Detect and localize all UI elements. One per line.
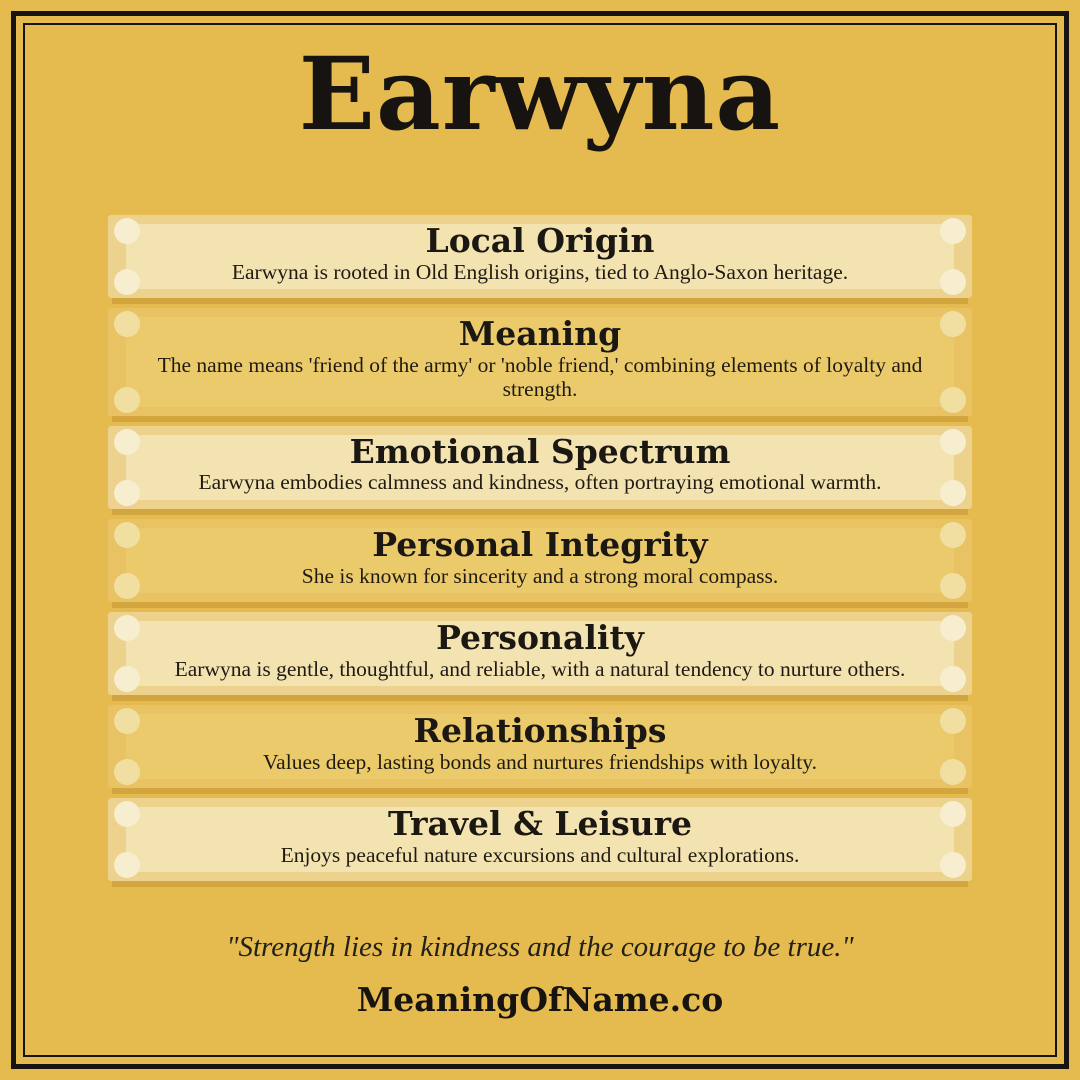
corner-pin-icon	[940, 522, 966, 548]
corner-pin-icon	[940, 666, 966, 692]
corner-pin-icon	[940, 759, 966, 785]
corner-pin-icon	[940, 429, 966, 455]
card-body: Enjoys peaceful nature excursions and cultural explorations.	[280, 842, 800, 867]
corner-pin-icon	[114, 311, 140, 337]
corner-pin-icon	[114, 615, 140, 641]
corner-pin-icon	[114, 573, 140, 599]
card-body: Earwyna is gentle, thoughtful, and reliable, with a natural tendency to nurture others.	[174, 656, 906, 681]
corner-pin-icon	[940, 269, 966, 295]
card-body: The name means 'friend of the army' or 'noble friend,' combining elements of loyalty and strength.	[157, 352, 923, 402]
corner-pin-icon	[940, 852, 966, 878]
corner-pin-icon	[940, 573, 966, 599]
card-meaning	[108, 308, 972, 416]
corner-pin-icon	[940, 801, 966, 827]
corner-pin-icon	[940, 615, 966, 641]
card-heading: Travel & Leisure	[387, 804, 693, 844]
footer	[0, 931, 1080, 1019]
card-local-origin	[108, 215, 972, 298]
corner-pin-icon	[114, 218, 140, 244]
corner-pin-icon	[114, 666, 140, 692]
card-heading: Meaning	[458, 314, 622, 354]
card-body: Earwyna embodies calmness and kindness, often portraying emotional warmth.	[198, 470, 882, 495]
quote-text: "Strength lies in kindness and the courage to be true."	[226, 931, 854, 964]
corner-pin-icon	[940, 311, 966, 337]
card-personality	[108, 612, 972, 695]
card-body: She is known for sincerity and a strong moral compass.	[301, 563, 779, 588]
corner-pin-icon	[114, 852, 140, 878]
card-personal-integrity	[108, 519, 972, 602]
card-body: Earwyna is rooted in Old English origins, tied to Anglo-Saxon heritage.	[231, 259, 849, 284]
card-travel-leisure	[108, 798, 972, 881]
corner-pin-icon	[114, 480, 140, 506]
card-heading: Relationships	[413, 711, 667, 751]
corner-pin-icon	[114, 522, 140, 548]
corner-pin-icon	[940, 480, 966, 506]
corner-pin-icon	[114, 759, 140, 785]
card-heading: Emotional Spectrum	[349, 431, 731, 471]
card-body: Values deep, lasting bonds and nurtures friendships with loyalty.	[263, 749, 817, 774]
card-list	[108, 215, 972, 881]
corner-pin-icon	[940, 708, 966, 734]
card-heading: Personality	[436, 618, 644, 658]
corner-pin-icon	[114, 708, 140, 734]
corner-pin-icon	[114, 387, 140, 413]
corner-pin-icon	[114, 269, 140, 295]
card-heading: Personal Integrity	[372, 524, 708, 564]
corner-pin-icon	[114, 429, 140, 455]
site-name: MeaningOfName.co	[356, 980, 724, 1020]
card-heading: Local Origin	[425, 221, 655, 260]
page-title: Earwyna	[298, 35, 782, 153]
corner-pin-icon	[940, 218, 966, 244]
card-emotional-spectrum	[108, 426, 972, 509]
corner-pin-icon	[114, 801, 140, 827]
card-relationships	[108, 705, 972, 788]
corner-pin-icon	[940, 387, 966, 413]
